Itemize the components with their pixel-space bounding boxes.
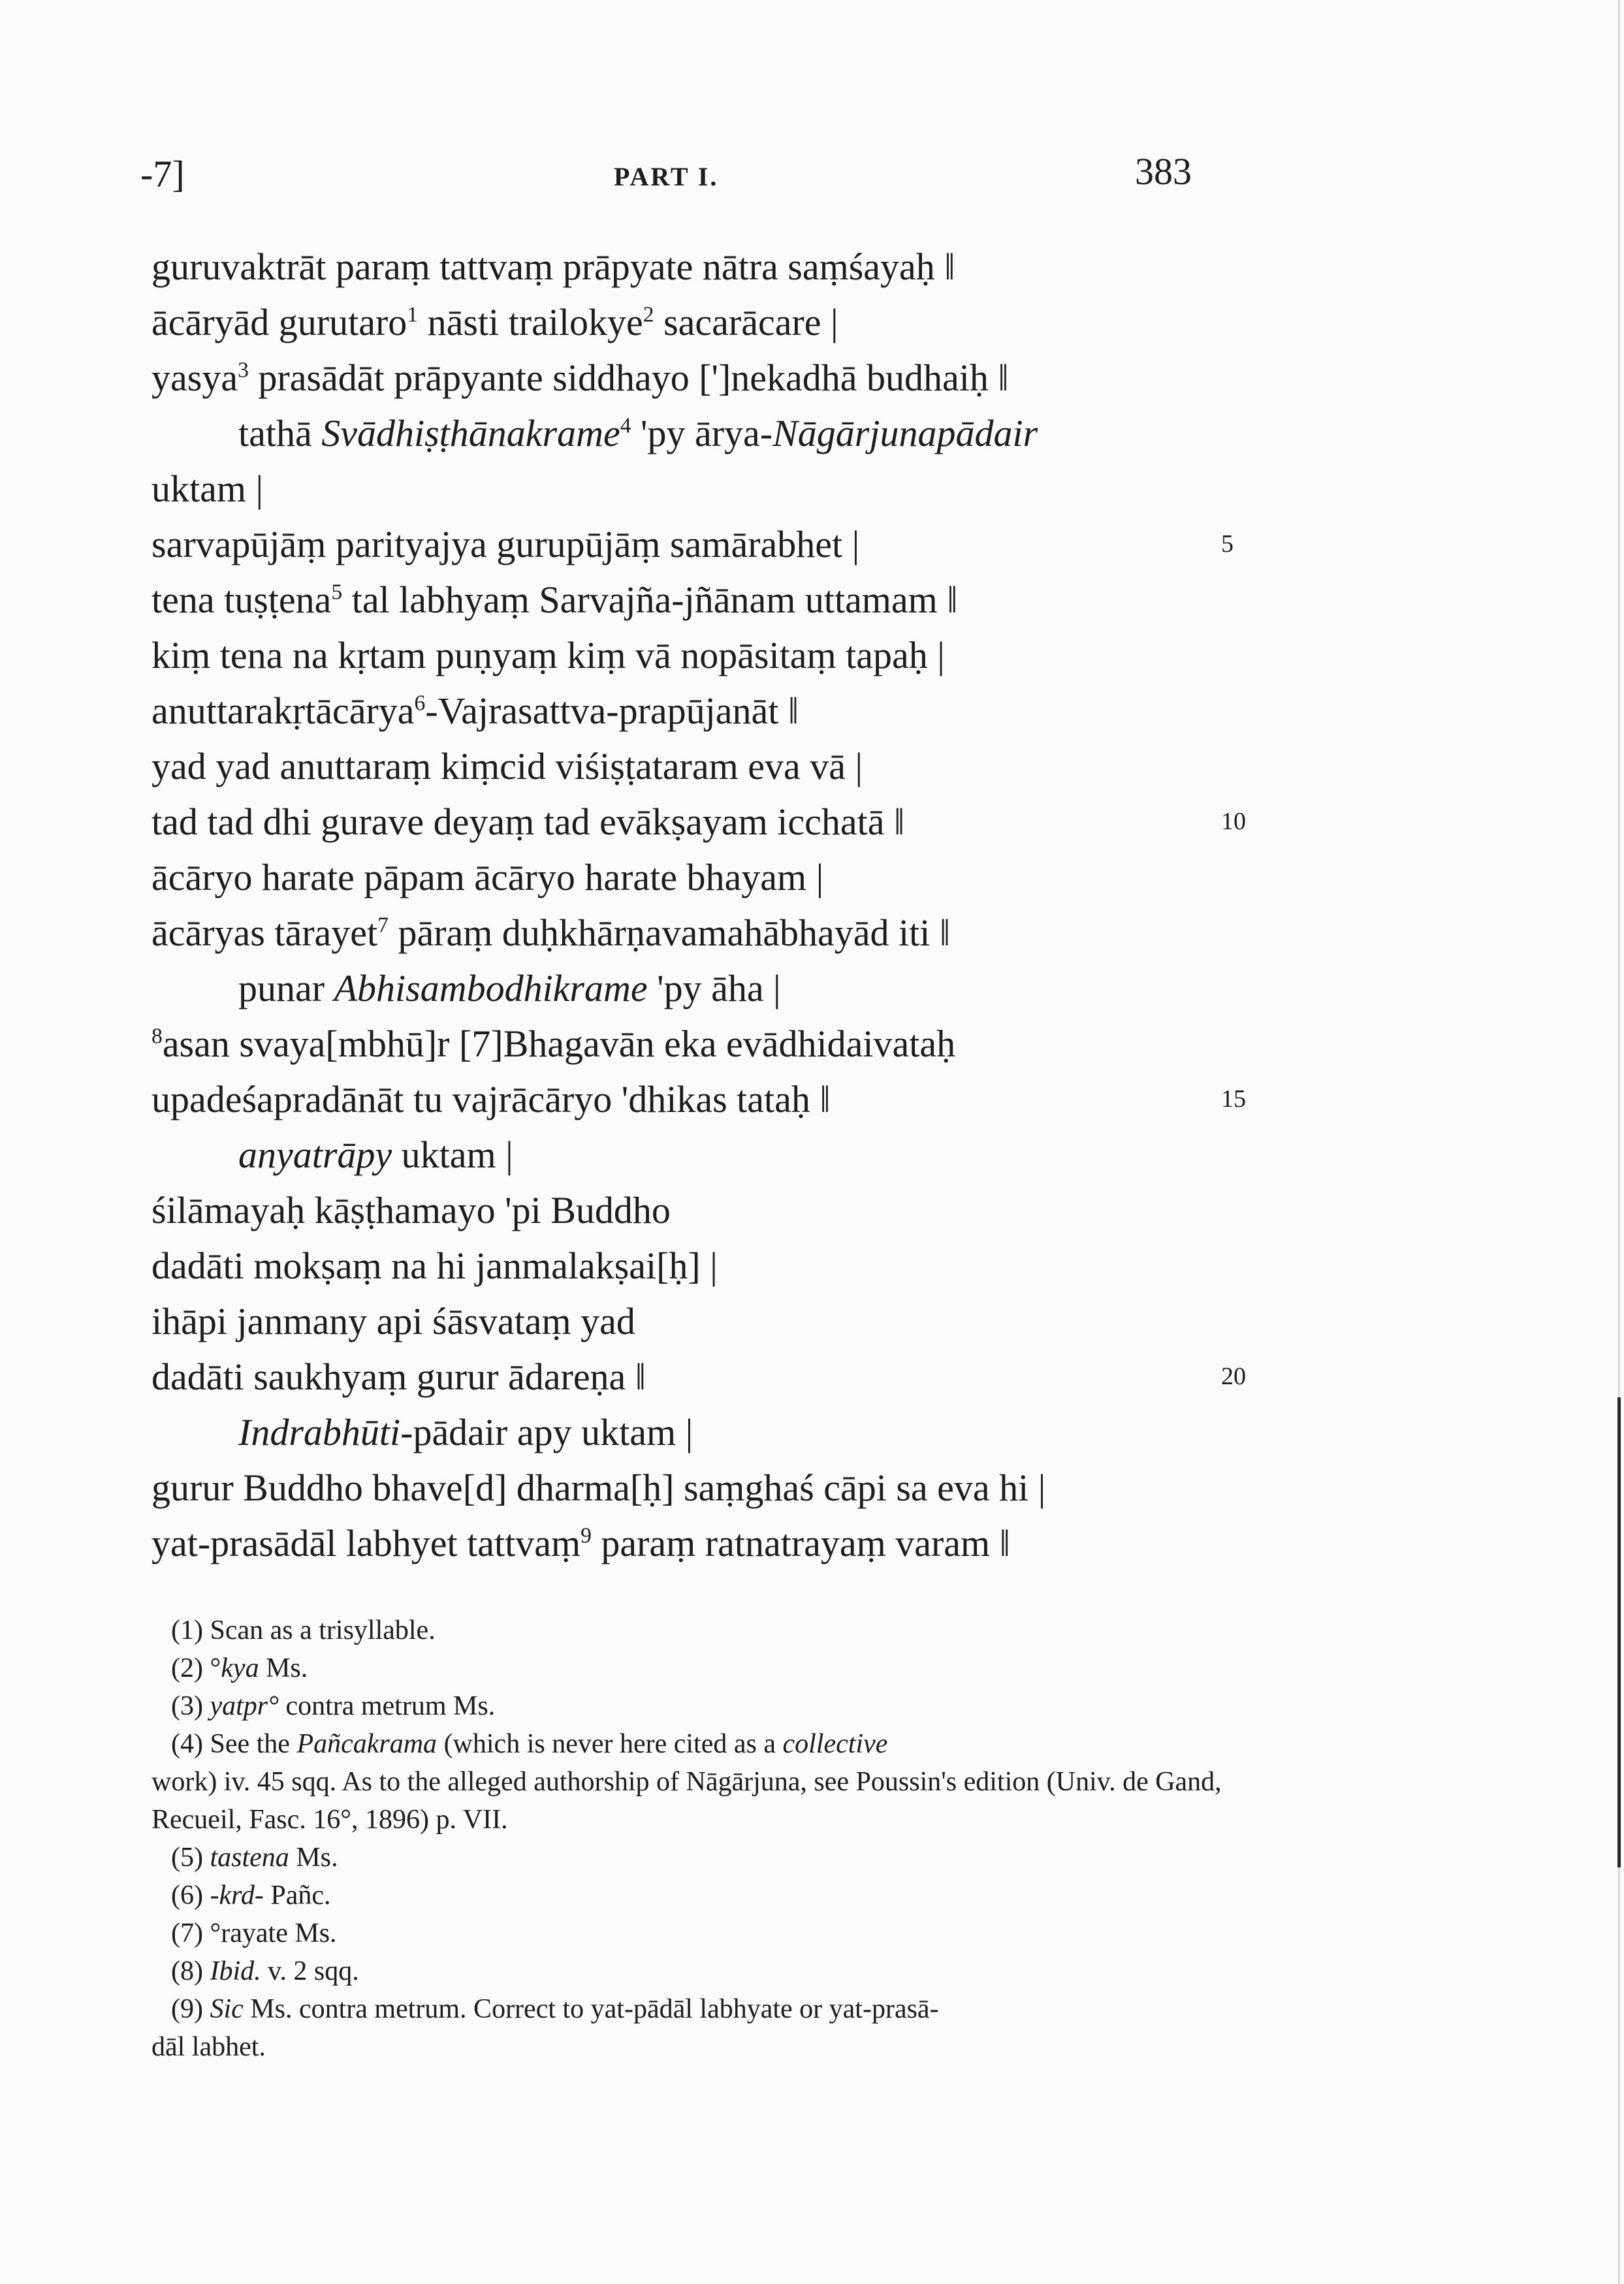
text-run: 'py āha | (647, 967, 781, 1009)
text-run: nāsti trailokye (418, 301, 643, 343)
running-header (0, 147, 1624, 206)
line-number-slot (1221, 1127, 1273, 1182)
verse-line (151, 350, 1249, 405)
text-run: tathā (238, 412, 322, 454)
footnote-marker[interactable]: 8 (151, 1024, 163, 1049)
footnote (151, 1649, 1222, 1687)
text-run: ācāryas tārayet (151, 912, 378, 954)
footnote-marker[interactable]: 7 (377, 913, 389, 938)
footnote (151, 1914, 1222, 1952)
section-ref: -7] (140, 153, 185, 195)
footnotes (151, 1611, 1222, 2066)
text-run: yasya (151, 357, 238, 399)
footnote (151, 1877, 1222, 1914)
text-run: -pādair apy uktam | (400, 1411, 693, 1453)
text-run: Ms. (289, 1843, 338, 1873)
text-run: work) iv. 45 sqq. As to the alleged authorship of Nāgārjuna, see Poussin's edition (Univ. de Gand, Recueil, Fasc. 16°, 1896) p. VII. (151, 1767, 1222, 1835)
line-number-slot (1221, 350, 1273, 405)
footnote-marker[interactable]: 6 (414, 691, 426, 716)
verse-line (151, 1349, 1249, 1404)
footnote (151, 1990, 1222, 2066)
verse-line (151, 1238, 1249, 1293)
text-run: prasādāt prāpyante siddhayo [']nekadhā budhaiḥ ‖ (248, 357, 1009, 399)
text-run: dadāti saukhyaṃ gurur ādareṇa ‖ (151, 1356, 646, 1398)
italic-title: tastena (210, 1843, 289, 1873)
line-number-slot (1221, 1293, 1273, 1349)
verse-line (151, 849, 1249, 905)
text-run: tena tuṣṭena (151, 579, 332, 621)
text-run: 'py ārya- (631, 412, 773, 454)
verse-line (151, 1016, 1249, 1071)
footnote-marker[interactable]: 3 (238, 358, 249, 383)
verse-line (151, 960, 1249, 1016)
line-number-slot (1221, 294, 1273, 350)
text-run: ācāryo harate pāpam ācāryo harate bhayam | (151, 856, 824, 898)
text-run: yad yad anuttaraṃ kiṃcid viśiṣṭataram eva vā | (151, 745, 863, 787)
italic-title: krd (219, 1880, 255, 1911)
verse-line (151, 516, 1249, 572)
footnote-marker[interactable]: 5 (331, 580, 343, 605)
verse-line (151, 1460, 1249, 1515)
line-number-slot (1221, 1016, 1273, 1071)
footnote-marker[interactable]: 9 (581, 1523, 592, 1548)
verse-line (151, 1404, 1249, 1460)
line-number-slot (1221, 627, 1273, 683)
italic-title: kya (221, 1653, 259, 1683)
verse-line (151, 1182, 1249, 1238)
part-title: PART I. (614, 162, 719, 191)
text-run: (7) °rayate Ms. (171, 1918, 337, 1948)
footnote-marker[interactable]: 2 (643, 302, 654, 327)
verse-body (151, 239, 1249, 1571)
text-run: kiṃ tena na kṛtam puṇyaṃ kiṃ vā nopāsitaṃ tapaḥ | (151, 634, 945, 676)
line-number-slot (1221, 1460, 1273, 1515)
line-number-slot (1221, 1515, 1273, 1571)
text-run: uktam | (151, 468, 264, 510)
text-run: (3) (171, 1691, 210, 1721)
text-run: uktam | (392, 1134, 513, 1176)
italic-title: yatpr° (210, 1691, 279, 1721)
italic-title: Pañcakrama (296, 1729, 438, 1759)
text-run: upadeśapradānāt tu vajrācāryo 'dhikas tataḥ ‖ (151, 1078, 831, 1120)
italic-title: Ibid. (210, 1956, 261, 1986)
line-numbers (1221, 239, 1273, 1571)
line-number: 20 (1221, 1363, 1246, 1390)
line-number-slot (1221, 683, 1273, 738)
text-run: śilāmayaḥ kāṣṭhamayo 'pi Buddho (151, 1189, 671, 1231)
line-number: 10 (1221, 808, 1246, 835)
verse-line (151, 683, 1249, 738)
text-run: sacarācare | (654, 301, 838, 343)
italic-title: anyatrāpy (238, 1134, 392, 1176)
footnote-continuation (151, 2028, 1222, 2066)
verse-line (151, 738, 1249, 794)
verse-line (151, 794, 1249, 849)
italic-title: Nāgārjunapādair (772, 412, 1038, 454)
line-number-slot (1221, 572, 1273, 627)
line-number-slot (1221, 1404, 1273, 1460)
text-run: dadāti mokṣaṃ na hi janmalakṣai[ḥ] | (151, 1245, 718, 1287)
text-run: (9) (171, 1994, 210, 2024)
line-number-slot (1221, 849, 1273, 905)
line-number-slot (1221, 405, 1273, 461)
verse-line (151, 1127, 1249, 1182)
text-run: Ms. contra metrum. Correct to yat-pādāl labhyate or yat-prasā- (243, 1994, 939, 2024)
line-number-slot (1221, 1182, 1273, 1238)
footnote (151, 1611, 1222, 1649)
text-run: gurur Buddho bhave[d] dharma[ḥ] saṃghaś cāpi sa eva hi | (151, 1467, 1046, 1509)
verse-line (151, 1071, 1249, 1127)
footnote-continuation (151, 1763, 1222, 1839)
footnote (151, 1952, 1222, 1990)
text-run: (4) See the (171, 1729, 297, 1759)
line-number-slot (1221, 905, 1273, 960)
text-run: ihāpi janmany api śāsvataṃ yad (151, 1300, 635, 1342)
italic-title: Abhisambodhikrame (334, 967, 648, 1009)
text-run: (which is never here cited as a (437, 1729, 783, 1759)
footnote-marker[interactable]: 4 (620, 413, 631, 438)
text-run: contra metrum Ms. (278, 1691, 496, 1721)
page-edge (1618, 0, 1620, 2284)
footnote-first-line (151, 1725, 1222, 1763)
text-run: paraṃ ratnatrayaṃ varam ‖ (591, 1522, 1010, 1564)
line-number-slot (1221, 1238, 1273, 1293)
verse-line (151, 627, 1249, 683)
line-number-slot (1221, 461, 1273, 516)
footnote-marker[interactable]: 1 (407, 302, 419, 327)
line-number-slot (1221, 738, 1273, 794)
verse-line (151, 294, 1249, 350)
italic-title: Indrabhūti (238, 1411, 401, 1453)
line-number: 5 (1221, 530, 1234, 558)
text-run: anuttarakṛtācārya (151, 690, 415, 732)
text-run: -Vajrasattva-prapūjanāt ‖ (425, 690, 799, 732)
verse-line (151, 1293, 1249, 1349)
text-run: Ms. (259, 1653, 308, 1683)
text-run: (1) Scan as a trisyllable. (171, 1615, 436, 1645)
page-number: 383 (1135, 150, 1192, 193)
text-run: pāraṃ duḥkhārṇavamahābhayād iti ‖ (388, 912, 951, 954)
italic-title: Svādhiṣṭhānakrame (321, 412, 620, 454)
verse-line (151, 405, 1249, 461)
binding-mark (1617, 1397, 1621, 1867)
verse-line (151, 1515, 1249, 1571)
text-run: (8) (171, 1956, 210, 1986)
text-run: - Pañc. (254, 1880, 331, 1911)
italic-title: Sic (210, 1994, 244, 2024)
line-number-slot (1221, 239, 1273, 294)
line-number-slot (1221, 960, 1273, 1016)
text-run: v. 2 sqq. (261, 1956, 359, 1986)
text-run: punar (238, 967, 334, 1009)
footnote (151, 1687, 1222, 1725)
text-run: sarvapūjāṃ parityajya gurupūjāṃ samārabhet | (151, 523, 860, 565)
text-run: (5) (171, 1843, 210, 1873)
text-run: guruvaktrāt paraṃ tattvaṃ prāpyate nātra saṃśayaḥ ‖ (151, 246, 955, 288)
footnote (151, 1725, 1222, 1839)
text-run: dāl labhet. (151, 2032, 266, 2062)
footnote-first-line (151, 1990, 1222, 2028)
verse-line (151, 239, 1249, 294)
verse-line (151, 572, 1249, 627)
text-run: yat-prasādāl labhyet tattvaṃ (151, 1522, 581, 1564)
text-run: tad tad dhi gurave deyaṃ tad evākṣayam icchatā ‖ (151, 801, 905, 843)
text-run: tal labhyaṃ Sarvajña-jñānam uttamam ‖ (342, 579, 958, 621)
line-number: 15 (1221, 1085, 1246, 1113)
text-run: ācāryād gurutaro (151, 301, 407, 343)
verse-line (151, 905, 1249, 960)
verse-line (151, 461, 1249, 516)
footnote (151, 1839, 1222, 1877)
text-run: (6) - (171, 1880, 219, 1911)
text-run: (2) ° (171, 1653, 221, 1683)
italic-title: collective (782, 1729, 888, 1759)
text-run: asan svaya[mbhū]r [7]Bhagavān eka evādhidaivataḥ (162, 1023, 956, 1065)
